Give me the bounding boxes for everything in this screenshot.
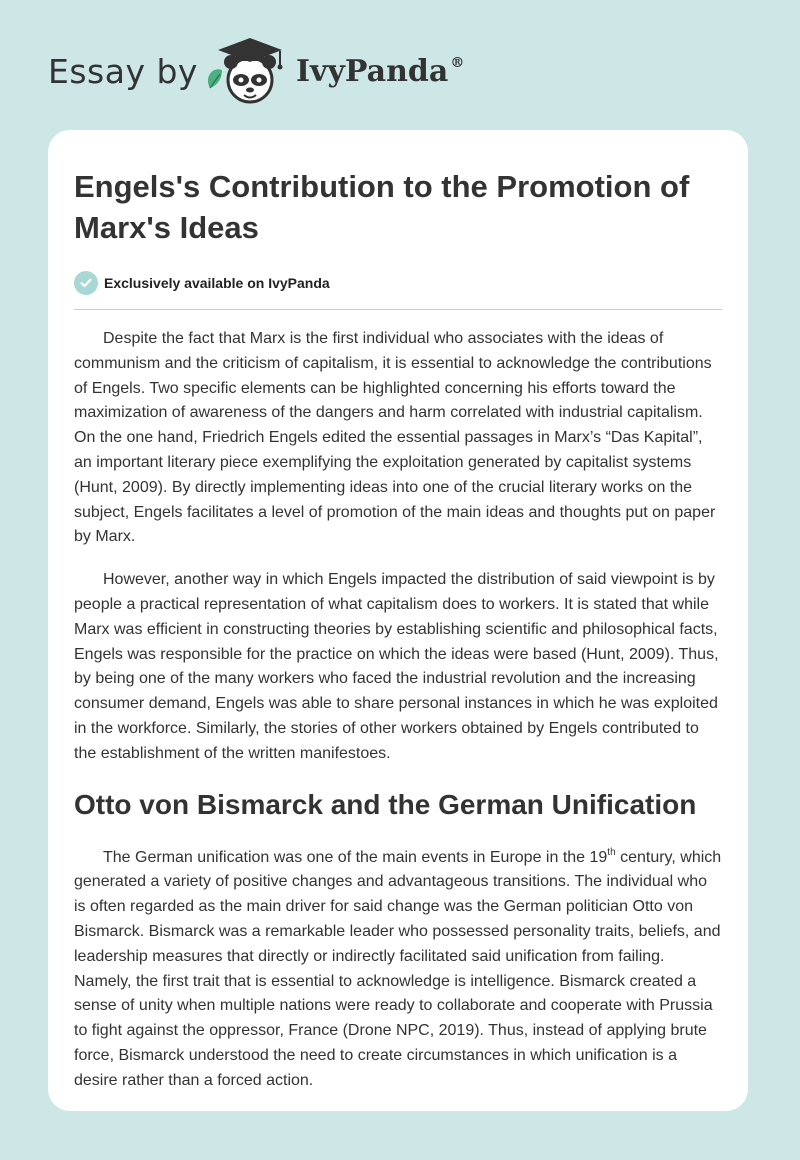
essay-card (48, 130, 748, 1111)
brand-name[interactable]: IvyPanda ® (296, 54, 465, 89)
site-header (0, 0, 800, 130)
paragraph: The German unification was one of the main events in Europe in the 19th century, which generated a variety of positive changes and advantageous transitions. The individual who is often regarded as the main driver for said change was the German politician Otto von Bismarck. Bismarck was a remarkable leader who possessed personality traits, beliefs, and leadership measures that directly or indirectly facilitated said unification from failing. Namely, the first trait that is essential to acknowledge is intelligence. Bismarck created a sense of unity when multiple nations were ready to collaborate and cooperate with Prussia to fight against the oppressor, France (Drone NPC, 2019). Thus, instead of applying brute force, Bismarck understood the need to create circumstances in which unification is a desire rather than a forced action. (74, 846, 722, 1089)
section-heading: Otto von Bismarck and the German Unification (74, 788, 697, 820)
badge-text: Exclusively available on IvyPanda (104, 275, 330, 291)
check-circle-icon (74, 271, 98, 295)
exclusive-badge (74, 270, 722, 296)
paragraph: However, another way in which Engels impacted the distribution of said viewpoint is by people a practical representation of what capitalism does to workers. It is stated that while Marx was efficient in constructing theories by establishing scientific and philosophical facts, Engels was responsible for the practice on which the ideas were based (Hunt, 2009). Thus, by being one of the many workers who faced the industrial revolution and the increasing consumer demand, Engels was able to share personal instances in which he was exploited in the workforce. Similarly, the stories of other workers obtained by Engels contributed to the establishment of the written manifestoes. (74, 571, 719, 762)
paragraph: Despite the fact that Marx is the first individual who associates with the ideas of communism and the criticism of capitalism, it is essential to acknowledge the contributions of Engels. Two specific elements can be highlighted concerning his efforts toward the maximization of awareness of the dangers and harm correlated with industrial capitalism. On the one hand, Friedrich Engels edited the essential passages in Marx’s “Das Kapital”, an important literary piece exemplifying the exploitation generated by capitalist systems (Hunt, 2009). By directly implementing ideas into one of the crucial literary works on the subject, Engels facilitates a level of promotion of the main ideas and thoughts put on paper by Marx. (74, 330, 716, 546)
page-title: Engels's Contribution to the Promotion of Marx's Ideas (74, 169, 690, 245)
essay-by-label: Essay by (48, 52, 198, 91)
panda-graduate-icon[interactable] (200, 36, 300, 108)
divider (74, 309, 722, 310)
